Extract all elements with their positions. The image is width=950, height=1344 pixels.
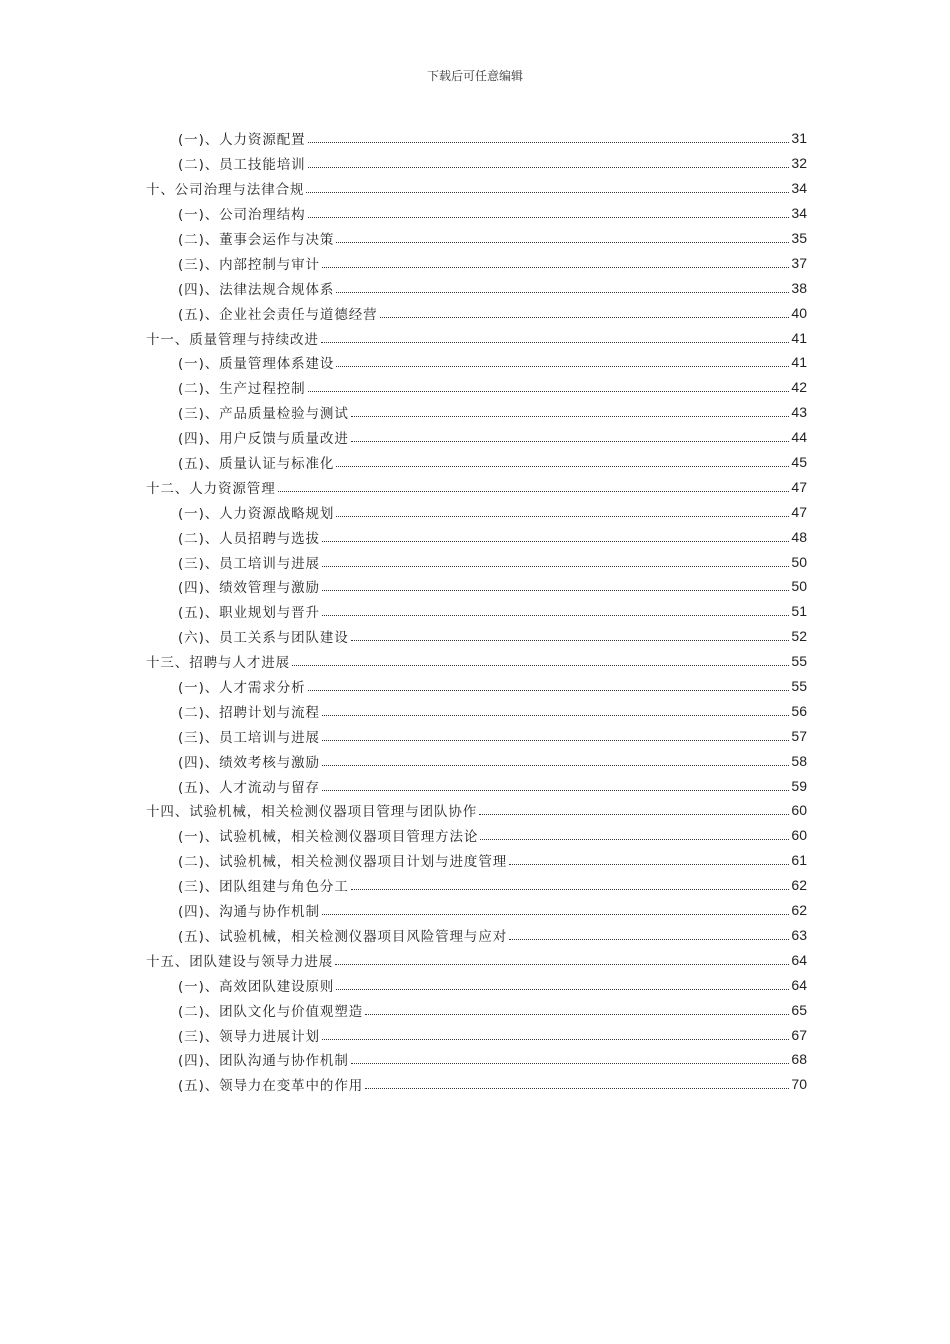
toc-section-entry[interactable] [146, 126, 807, 151]
toc-section-entry[interactable] [146, 898, 807, 923]
toc-page-number: 61 [791, 852, 807, 869]
toc-entry-label: 十二、人力资源管理 [146, 480, 276, 497]
toc-dot-leader [336, 989, 789, 990]
toc-entry-label: (三)、产品质量检验与测试 [178, 406, 349, 423]
toc-entry-label: (二)、生产过程控制 [178, 381, 306, 398]
toc-dot-leader [351, 1063, 790, 1064]
toc-section-entry[interactable] [146, 375, 807, 400]
toc-section-entry[interactable] [146, 1022, 807, 1047]
toc-entry-label: 十四、试验机械，相关检测仪器项目管理与团队协作 [146, 804, 478, 821]
toc-section-entry[interactable] [146, 300, 807, 325]
toc-page-number: 48 [791, 528, 807, 545]
toc-dot-leader [306, 192, 789, 193]
toc-dot-leader [308, 217, 790, 218]
toc-dot-leader [336, 292, 789, 293]
toc-page-number: 40 [791, 304, 807, 321]
toc-entry-label: (四)、绩效考核与激励 [178, 754, 320, 771]
toc-dot-leader [351, 640, 790, 641]
toc-dot-leader [322, 566, 789, 567]
toc-section-entry[interactable] [146, 1047, 807, 1072]
toc-dot-leader [351, 441, 790, 442]
toc-page-number: 45 [791, 454, 807, 471]
toc-dot-leader [322, 541, 789, 542]
toc-dot-leader [322, 765, 789, 766]
toc-dot-leader [321, 342, 790, 343]
toc-page-number: 64 [791, 951, 807, 968]
toc-dot-leader [322, 914, 789, 915]
toc-dot-leader [322, 590, 789, 591]
toc-entry-label: (四)、用户反馈与质量改进 [178, 431, 349, 448]
toc-chapter-entry[interactable] [146, 947, 807, 972]
toc-page-number: 41 [791, 354, 807, 371]
toc-dot-leader [322, 267, 789, 268]
toc-entry-label: (三)、团队组建与角色分工 [178, 879, 349, 896]
toc-entry-label: (五)、企业社会责任与道德经营 [178, 306, 378, 323]
toc-dot-leader [479, 814, 789, 815]
toc-entry-label: (二)、团队文化与价值观塑造 [178, 1003, 364, 1020]
toc-dot-leader [380, 317, 790, 318]
toc-section-entry[interactable] [146, 450, 807, 475]
toc-entry-label: (二)、人员招聘与选拔 [178, 530, 320, 547]
toc-section-entry[interactable] [146, 599, 807, 624]
toc-entry-label: (三)、领导力进展计划 [178, 1028, 320, 1045]
toc-page-number: 58 [791, 752, 807, 769]
toc-section-entry[interactable] [146, 773, 807, 798]
toc-page-number: 38 [791, 279, 807, 296]
toc-entry-label: (五)、试验机械，相关检测仪器项目风险管理与应对 [178, 928, 508, 945]
toc-page-number: 42 [791, 379, 807, 396]
toc-entry-label: 十、公司治理与法律合规 [146, 182, 305, 199]
toc-dot-leader [336, 516, 789, 517]
toc-dot-leader [322, 790, 789, 791]
toc-entry-label: (一)、高效团队建设原则 [178, 978, 335, 995]
toc-page-number: 63 [791, 926, 807, 943]
toc-page-number: 47 [791, 478, 807, 495]
toc-entry-label: (三)、员工培训与进展 [178, 555, 320, 572]
toc-page-number: 34 [791, 205, 807, 222]
toc-dot-leader [336, 366, 789, 367]
toc-page-number: 59 [791, 777, 807, 794]
toc-page-number: 60 [791, 827, 807, 844]
toc-page-number: 35 [791, 230, 807, 246]
toc-page-number: 55 [791, 678, 807, 695]
toc-dot-leader [322, 1039, 789, 1040]
toc-section-entry[interactable] [146, 574, 807, 599]
toc-section-entry[interactable] [146, 997, 807, 1022]
toc-section-entry[interactable] [146, 848, 807, 873]
toc-page-number: 43 [791, 404, 807, 421]
toc-dot-leader [351, 416, 790, 417]
toc-dot-leader [365, 1014, 789, 1015]
toc-entry-label: (一)、公司治理结构 [178, 207, 306, 224]
toc-section-entry[interactable] [146, 499, 807, 524]
toc-entry-label: (四)、法律法规合规体系 [178, 281, 335, 298]
table-of-contents [146, 126, 807, 1097]
toc-section-entry[interactable] [146, 674, 807, 699]
toc-entry-label: (二)、招聘计划与流程 [178, 704, 320, 721]
toc-page-number: 70 [791, 1076, 807, 1093]
toc-dot-leader [292, 665, 789, 666]
toc-entry-label: 十五、团队建设与领导力进展 [146, 953, 334, 970]
toc-page-number: 50 [791, 553, 807, 570]
toc-dot-leader [308, 142, 790, 143]
toc-section-entry[interactable] [146, 698, 807, 723]
toc-page-number: 51 [791, 603, 807, 620]
toc-entry-label: (五)、质量认证与标准化 [178, 456, 335, 473]
toc-section-entry[interactable] [146, 873, 807, 898]
toc-section-entry[interactable] [146, 624, 807, 649]
toc-page-number: 67 [791, 1026, 807, 1043]
toc-entry-label: (四)、沟通与协作机制 [178, 904, 320, 921]
toc-dot-leader [322, 615, 789, 616]
toc-section-entry[interactable] [146, 823, 807, 848]
toc-page-number: 62 [791, 902, 807, 919]
page-header: 下载后可任意编辑 [426, 69, 523, 83]
toc-section-entry[interactable] [146, 549, 807, 574]
toc-page-number: 62 [791, 877, 807, 894]
toc-chapter-entry[interactable] [146, 325, 807, 350]
toc-entry-label: (一)、人力资源战略规划 [178, 505, 335, 522]
toc-dot-leader [308, 391, 790, 392]
toc-entry-label: (四)、团队沟通与协作机制 [178, 1053, 349, 1070]
toc-dot-leader [365, 1088, 789, 1089]
toc-entry-label: (六)、员工关系与团队建设 [178, 630, 349, 647]
toc-section-entry[interactable] [146, 226, 807, 251]
toc-dot-leader [480, 839, 789, 840]
toc-section-entry[interactable] [146, 723, 807, 748]
toc-chapter-entry[interactable] [146, 176, 807, 201]
toc-entry-label: 十三、招聘与人才进展 [146, 655, 290, 672]
toc-page-number: 68 [791, 1051, 807, 1068]
toc-dot-leader [308, 690, 790, 691]
toc-page-number: 52 [791, 628, 807, 645]
toc-entry-label: (二)、员工技能培训 [178, 157, 306, 174]
toc-entry-label: (五)、领导力在变革中的作用 [178, 1078, 364, 1095]
toc-entry-label: (五)、人才流动与留存 [178, 779, 320, 796]
toc-page-number: 57 [791, 727, 807, 744]
toc-section-entry[interactable] [146, 1072, 807, 1097]
toc-dot-leader [336, 466, 789, 467]
toc-page-number: 56 [791, 702, 807, 719]
toc-section-entry[interactable] [146, 400, 807, 425]
toc-dot-leader [322, 715, 789, 716]
toc-dot-leader [509, 939, 789, 940]
toc-section-entry[interactable] [146, 151, 807, 176]
toc-dot-leader [308, 167, 790, 168]
toc-entry-label: (二)、试验机械，相关检测仪器项目计划与进度管理 [178, 854, 508, 871]
toc-page-number: 37 [791, 254, 807, 271]
toc-section-entry[interactable] [146, 524, 807, 549]
toc-dot-leader [509, 864, 789, 865]
toc-page-number: 47 [791, 503, 807, 520]
toc-page-number: 55 [791, 653, 807, 670]
toc-section-entry[interactable] [146, 972, 807, 997]
toc-section-entry[interactable] [146, 275, 807, 300]
toc-page-number: 31 [791, 130, 807, 147]
toc-entry-label: (一)、试验机械，相关检测仪器项目管理方法论 [178, 829, 479, 846]
toc-page-number: 64 [791, 976, 807, 993]
toc-entry-label: (五)、职业规划与晋升 [178, 605, 320, 622]
toc-page-number: 44 [791, 429, 807, 446]
toc-entry-label: (四)、绩效管理与激励 [178, 580, 320, 597]
toc-chapter-entry[interactable] [146, 474, 807, 499]
toc-dot-leader [278, 491, 790, 492]
toc-dot-leader [351, 889, 790, 890]
toc-section-entry[interactable] [146, 748, 807, 773]
toc-page-number: 41 [791, 329, 807, 346]
toc-section-entry[interactable] [146, 350, 807, 375]
toc-entry-label: (三)、内部控制与审计 [178, 256, 320, 273]
toc-dot-leader [335, 964, 789, 965]
toc-entry-label: (一)、人才需求分析 [178, 680, 306, 697]
toc-section-entry[interactable] [146, 201, 807, 226]
toc-dot-leader [322, 740, 789, 741]
toc-entry-label: (一)、质量管理体系建设 [178, 356, 335, 373]
toc-page-number: 50 [791, 578, 807, 595]
toc-entry-label: (二)、董事会运作与决策 [178, 232, 335, 248]
toc-chapter-entry[interactable] [146, 649, 807, 674]
toc-dot-leader [336, 242, 789, 243]
toc-section-entry[interactable] [146, 923, 807, 948]
toc-section-entry[interactable] [146, 425, 807, 450]
toc-page-number: 32 [791, 155, 807, 172]
toc-section-entry[interactable] [146, 250, 807, 275]
toc-chapter-entry[interactable] [146, 798, 807, 823]
toc-entry-label: 十一、质量管理与持续改进 [146, 331, 319, 348]
toc-page-number: 65 [791, 1001, 807, 1018]
toc-entry-label: (三)、员工培训与进展 [178, 729, 320, 746]
toc-entry-label: (一)、人力资源配置 [178, 132, 306, 149]
toc-page-number: 60 [791, 802, 807, 819]
toc-page-number: 34 [791, 180, 807, 197]
